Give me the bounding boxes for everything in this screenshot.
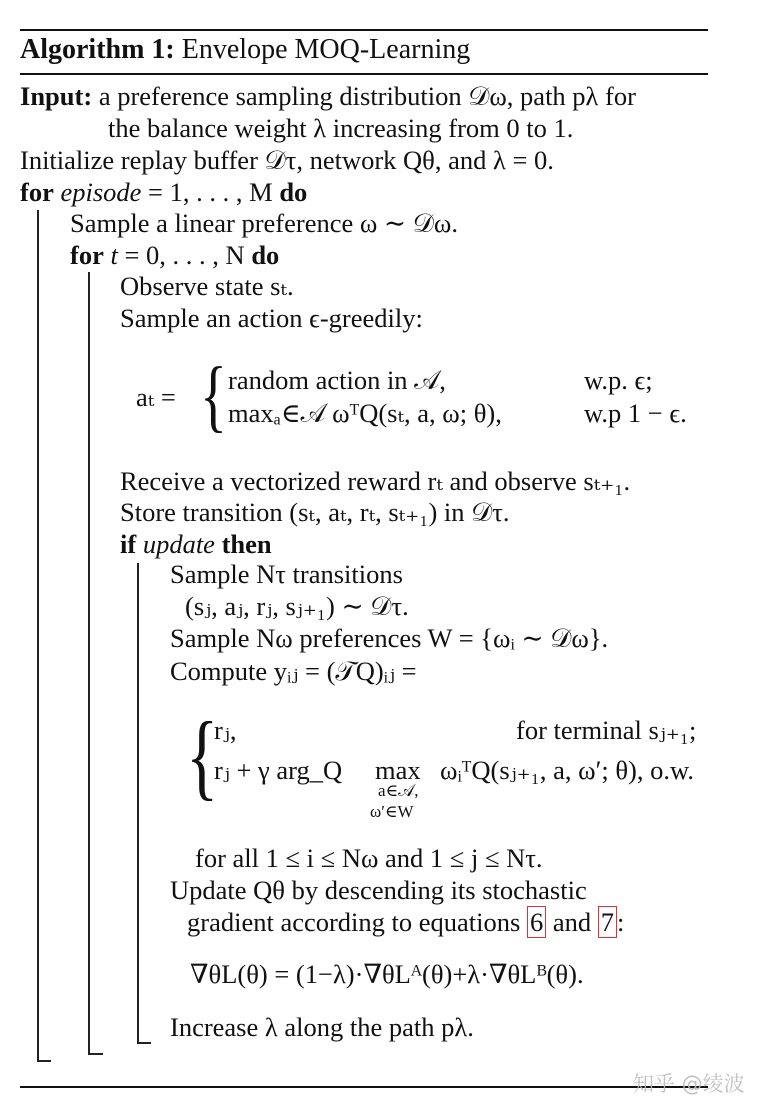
for-episode-line — [20, 177, 307, 207]
input-line — [20, 81, 636, 111]
action-eq-lhs: aₜ = — [136, 382, 176, 412]
gradient-equation: ∇θL(θ) = (1−λ)·∇θLᴬ(θ)+λ·∇θLᴮ(θ). — [190, 959, 584, 989]
top-rule — [20, 29, 708, 31]
compute-line: Compute yᵢⱼ = (𝒯Q)ᵢⱼ = — [170, 656, 417, 686]
update-text: gradient according to equations — [187, 907, 527, 937]
forall-line: for all 1 ≤ i ≤ Nω and 1 ≤ j ≤ Nτ. — [195, 843, 543, 873]
sample-preference-line: Sample a linear preference ω ∼ 𝒟ω. — [70, 208, 458, 238]
equation-ref-6[interactable]: 6 — [527, 906, 546, 938]
sample-action-line: Sample an action ϵ-greedily: — [120, 303, 423, 333]
action-cond-2: w.p 1 − ϵ. — [584, 398, 687, 428]
target-max-under-2: ω′∈W — [370, 802, 414, 821]
input-line-2: the balance weight λ increasing from 0 to 1. — [108, 113, 574, 143]
action-cond-1: w.p. ϵ; — [584, 365, 653, 395]
bottom-rule — [20, 1086, 708, 1088]
sample-preferences-line: Sample Nω preferences W = {ωᵢ ∼ 𝒟ω}. — [170, 623, 609, 653]
step-block-bar — [88, 272, 90, 1055]
episode-block-foot — [37, 1060, 51, 1062]
title-label: Algorithm 1: — [20, 34, 175, 65]
store-line: Store transition (sₜ, aₜ, rₜ, sₜ₊₁) in 𝒟τ. — [120, 497, 510, 527]
observe-line: Observe state sₜ. — [120, 271, 294, 301]
target-case-2b: ωᵢᵀQ(sⱼ₊₁, a, ω′; θ), o.w. — [440, 755, 695, 785]
target-max: max — [375, 755, 421, 785]
then-keyword: then — [221, 529, 272, 559]
update-var: update — [142, 529, 215, 559]
title-name: Envelope MOQ-Learning — [181, 34, 471, 65]
update-block-bar — [137, 563, 139, 1044]
if-keyword: if — [120, 529, 137, 559]
sample-transitions-line-2: (sⱼ, aⱼ, rⱼ, sⱼ₊₁) ∼ 𝒟τ. — [185, 591, 409, 621]
sample-transitions-line: Sample Nτ transitions — [170, 559, 403, 589]
do-keyword: do — [251, 240, 280, 270]
algorithm-title — [20, 35, 470, 65]
action-case-1: random action in 𝒜, — [228, 365, 446, 395]
for-keyword: for — [20, 177, 54, 207]
step-block-foot — [88, 1053, 103, 1055]
target-max-under-1: a∈𝒜, — [378, 781, 419, 800]
target-case-1: rⱼ, — [214, 715, 237, 745]
target-case-2a: rⱼ + γ arg_Q — [214, 755, 343, 785]
input-text: a preference sampling distribution 𝒟ω, path pλ for — [98, 81, 636, 111]
target-eq-brace: { — [186, 702, 219, 809]
if-update-line — [120, 529, 272, 559]
for-t-line — [70, 240, 279, 270]
loop-range: = 0, . . . , N — [117, 240, 252, 270]
receive-line: Receive a vectorized reward rₜ and observe sₜ₊₁. — [120, 466, 631, 496]
update-line-2 — [187, 907, 624, 937]
increase-lambda-line: Increase λ along the path pλ. — [170, 1012, 474, 1042]
loop-range: = 1, . . . , M — [141, 177, 280, 207]
for-keyword: for — [70, 240, 104, 270]
update-text-and: and — [546, 907, 598, 937]
loop-var: t — [110, 240, 118, 270]
episode-block-bar — [37, 210, 39, 1062]
input-keyword: Input: — [20, 81, 93, 111]
action-eq-brace: { — [200, 352, 227, 440]
update-block-foot — [137, 1042, 151, 1044]
equation-ref-7[interactable]: 7 — [598, 906, 617, 938]
loop-var: episode — [60, 177, 142, 207]
update-line: Update Qθ by descending its stochastic — [170, 875, 587, 905]
init-line: Initialize replay buffer 𝒟τ, network Qθ, and λ = 0. — [20, 145, 554, 175]
do-keyword: do — [279, 177, 308, 207]
update-text-colon: : — [617, 907, 625, 937]
title-rule — [20, 73, 708, 75]
watermark: 知乎 @绫波 — [633, 1072, 745, 1096]
target-cond-1: for terminal sⱼ₊₁; — [516, 715, 697, 745]
action-case-2: maxₐ∈𝒜 ωᵀQ(sₜ, a, ω; θ), — [228, 398, 502, 428]
